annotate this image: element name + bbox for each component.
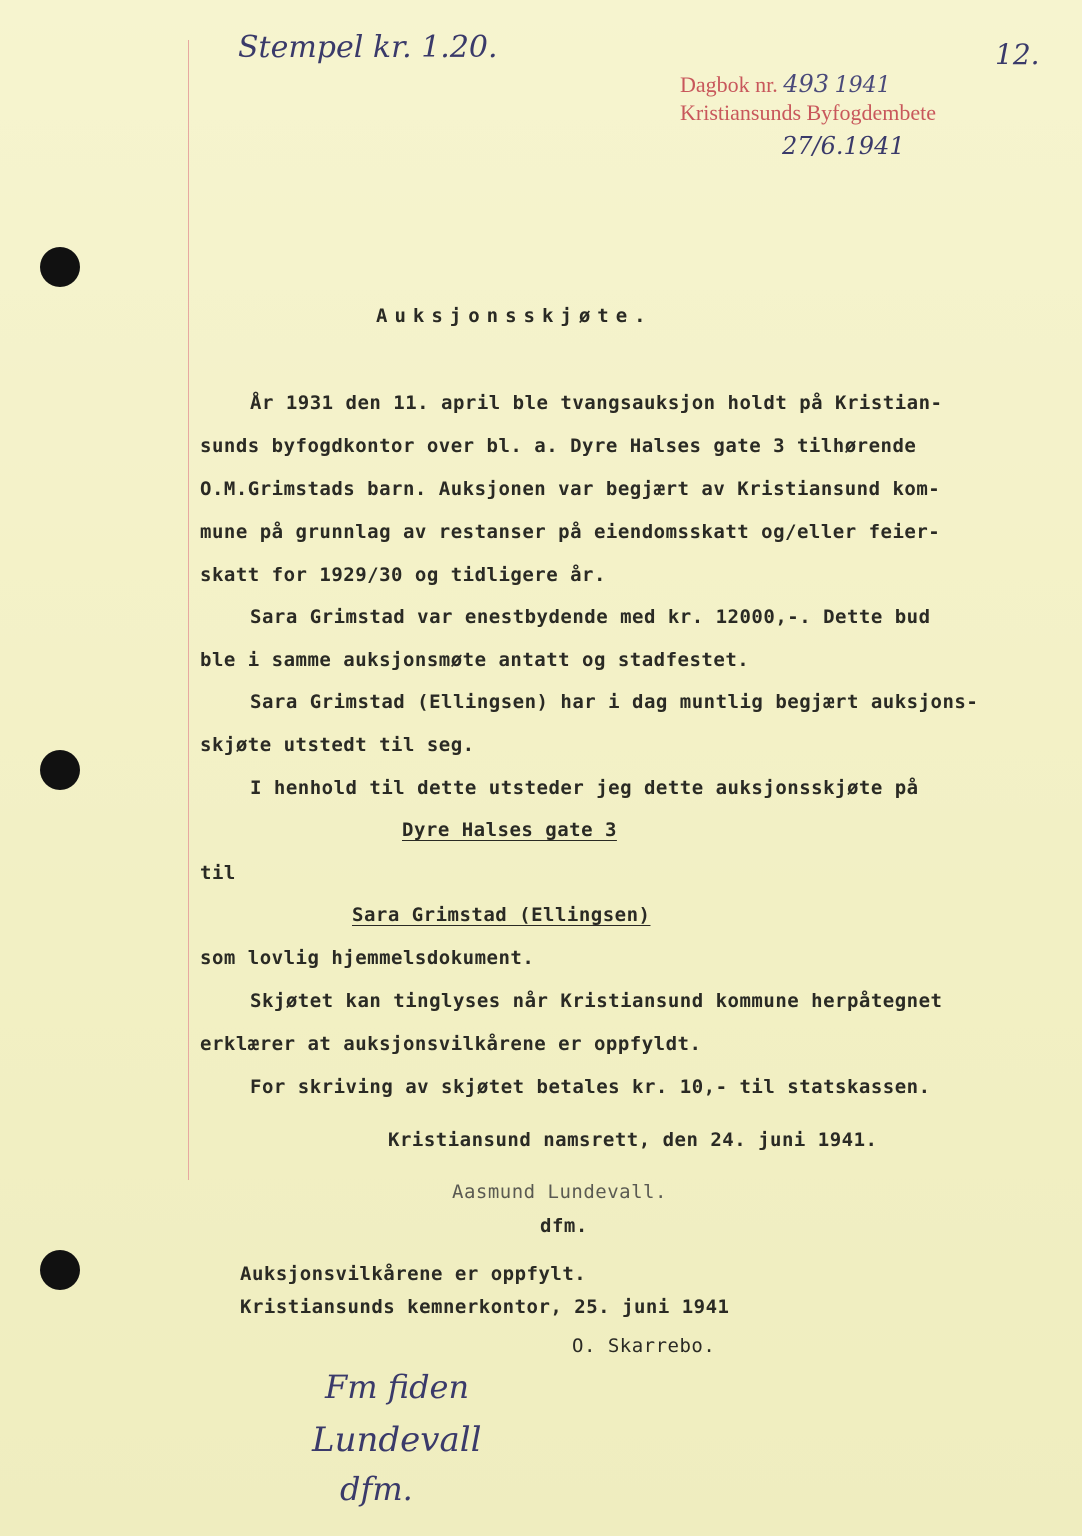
dagbok-number: 493 (783, 70, 830, 98)
handwritten-signature: Lundevall (312, 1420, 482, 1460)
property-address: Dyre Halses gate 3 (402, 819, 617, 841)
handwritten-stamp-fee: Stempel kr. 1.20. (238, 30, 498, 65)
office-stamp: Kristiansunds Byfogdembete (680, 100, 937, 125)
body-line: O.M.Grimstads barn. Auksjonen var begjært av Kristiansund kom- (200, 478, 941, 500)
handwritten-signature: Fm fiden (325, 1368, 470, 1406)
dagbok-label: Dagbok nr. (680, 72, 778, 97)
handwritten-page-number: 12. (995, 38, 1040, 71)
body-line: Skjøtet kan tinglyses når Kristiansund kommune herpåtegnet (250, 990, 943, 1012)
endorsement-line: Auksjonsvilkårene er oppfylt. (240, 1263, 587, 1285)
body-line: skatt for 1929/30 og tidligere år. (200, 564, 606, 586)
body-line: erklærer at auksjonsvilkårene er oppfyldt. (200, 1033, 702, 1055)
body-line: År 1931 den 11. april ble tvangsauksjon holdt på Kristian- (250, 392, 943, 414)
body-line: sunds byfogdkontor over bl. a. Dyre Halses gate 3 tilhørende (200, 435, 917, 457)
body-line: Sara Grimstad (Ellingsen) har i dag muntlig begjært auksjons- (250, 691, 979, 713)
signer-title: dfm. (540, 1215, 588, 1237)
punch-hole (40, 750, 80, 790)
dagbok-stamp-line (680, 70, 891, 98)
body-line: I henhold til dette utsteder jeg dette auksjonsskjøte på (250, 777, 919, 799)
punch-hole (40, 247, 80, 287)
body-line: For skriving av skjøtet betales kr. 10,- til statskassen. (250, 1076, 931, 1098)
document-title: Auksjonsskjøte. (376, 305, 653, 327)
body-line: Sara Grimstad var enestbydende med kr. 12000,-. Dette bud (250, 606, 931, 628)
margin-line (188, 40, 189, 1180)
punch-hole (40, 1250, 80, 1290)
to-label: til (200, 862, 236, 884)
endorsement-signer: O. Skarrebo. (572, 1335, 716, 1357)
body-line: mune på grunnlag av restanser på eiendomsskatt og/eller feier- (200, 521, 941, 543)
endorsement-line: Kristiansunds kemnerkontor, 25. juni 1941 (240, 1296, 730, 1318)
handwritten-date: 27/6.1941 (782, 132, 905, 160)
signer-name: Aasmund Lundevall. (452, 1181, 667, 1203)
body-line: som lovlig hjemmelsdokument. (200, 947, 535, 969)
handwritten-signature: dfm. (340, 1470, 413, 1508)
recipient-name: Sara Grimstad (Ellingsen) (352, 904, 651, 926)
place-date: Kristiansund namsrett, den 24. juni 1941. (388, 1129, 878, 1151)
dagbok-year: 1941 (834, 73, 891, 98)
body-line: ble i samme auksjonsmøte antatt og stadfestet. (200, 649, 750, 671)
body-line: skjøte utstedt til seg. (200, 734, 475, 756)
